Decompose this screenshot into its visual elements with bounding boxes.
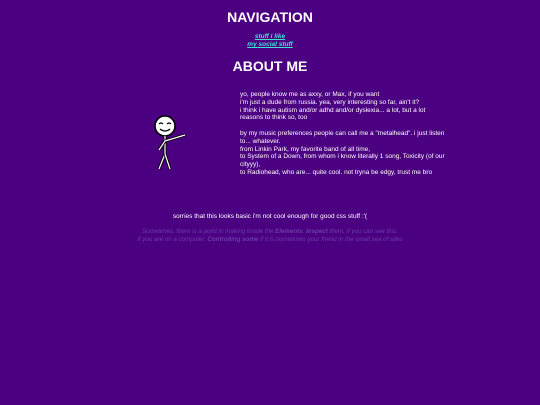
about-line: by my music preferences people can call me a "metalhead". i just listen to... whatever. — [240, 129, 445, 145]
hint-text: if it is sometimes your friend in the small sea of sites — [258, 236, 403, 243]
sorry-note: sorries that this looks basic i'm not cool enough for good css stuff :'( — [172, 213, 368, 220]
hint-text: Sometimes, there is a point in making inside the — [142, 228, 276, 235]
nav-links — [0, 33, 540, 49]
about-line: to Radiohead, who are... quite cool. not tryna be edgy, trust me bro — [240, 168, 433, 176]
about-line: i'm just a dude from russia. yea, very interesting so far, ain't it? — [240, 98, 420, 106]
hint-bold: Elements — [275, 228, 303, 235]
about-paragraph-music — [240, 130, 445, 177]
hint-bold: Inspect — [306, 228, 328, 235]
hint-text: . — [302, 228, 307, 235]
stick-figure-icon — [150, 114, 190, 174]
about-line: yo, people know me as axxy, or Max, if you want — [240, 91, 380, 98]
hidden-hint — [0, 228, 540, 244]
about-line: to System of a Down, from whom i know literally 1 song, Toxicity (of our cityyy), — [240, 153, 445, 169]
hint-bold: Controlling some — [207, 236, 259, 243]
hint-line-1 — [0, 228, 540, 236]
about-heading: ABOUT ME — [232, 58, 308, 74]
nav-link-my-social-stuff[interactable]: my social stuff — [247, 41, 293, 48]
about-text — [240, 91, 445, 177]
about-line: i think i have autism and/or adhd and/or dyslexia... a lot, but a lot reasons to think so, too — [240, 106, 426, 122]
hint-text: them, if you can see this. — [327, 228, 398, 235]
hint-line-2 — [0, 236, 540, 244]
about-line: from Linkin Park, my favorite band of all time, — [240, 145, 371, 153]
navigation-heading: NAVIGATION — [227, 9, 313, 25]
hint-text: If you are on a computer, — [137, 236, 208, 243]
about-paragraph-intro — [240, 91, 445, 122]
nav-link-stuff-i-like[interactable]: stuff i like — [254, 33, 286, 40]
